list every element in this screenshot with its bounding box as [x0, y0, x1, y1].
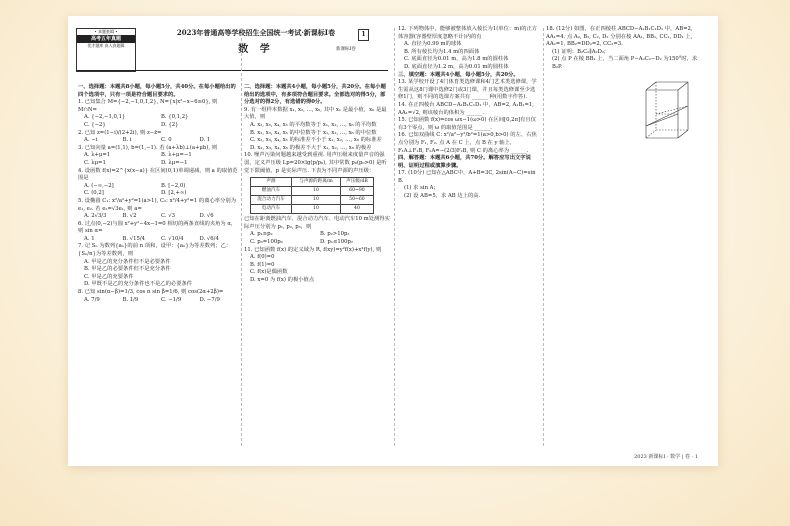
question-10: 10. 噪声污染问题越来越受到重视. 用声压级来度量声音的强弱，定义声压级 Lp=20×lg(p/p₀), 其中常数 p₀(p₀>0) 是听觉下限阈值，p 是实际声压. 下表为不同声源的声压级：	[244, 152, 387, 174]
option: A. −i	[84, 137, 98, 144]
option: D. x₂, x₃, x₄, x₅ 的极差不大于 x₁, x₂, …, x₆ 的极差	[250, 144, 372, 151]
option: B. [−2,0)	[161, 182, 186, 189]
question-14: 14. 在正四棱台 ABCD−A₁B₁C₁D₁ 中，AB=2, A₁B₁=1, AA₁=√2, 则该棱台的体积为 ______.	[398, 101, 534, 116]
table-cell: 燃油汽车	[251, 187, 292, 196]
option: C. 甲是乙的充要条件	[84, 273, 134, 280]
option: C. 0	[161, 137, 172, 144]
option: D. p₁≤100p₂	[320, 238, 354, 245]
sub-question: (2) 点 P 在棱 BB₁ 上，当二面角 P−A₂C₂−D₂ 为150°时，求 B₂P.	[552, 56, 698, 70]
q3-options-2	[78, 160, 238, 168]
question-9: 9. 有一组样本数据 x₁, x₂, …, x₆, 其中 x₁ 是最小值，x₆ 是最大值，则	[244, 106, 387, 121]
option: D. −7/9	[199, 296, 220, 303]
question-8: 8. 已知 sin(α−β)=1/3, cos α sin β=1/6, 则 cos(2α+2β)=	[78, 289, 224, 296]
subject-title: 数 学	[238, 44, 274, 55]
column-3	[398, 26, 540, 201]
option: A. x₂, x₃, x₄, x₅ 的平均数等于 x₁, x₂, …, x₆ 的平均数	[250, 121, 377, 128]
question-7: 7. 记 Sₙ 为数列{aₙ}的前 n 项和，设甲：{aₙ}为等差数列；乙：{Sₙ/n}为等差数列，则	[78, 243, 232, 258]
section-3-heading: 三、填空题：本题共4小题，每小题5分，共20分。	[398, 71, 519, 78]
question-1: 1. 已知集合 M={−2,−1,0,1,2}, N={x|x²−x−6≥0}, 则 M∩N=	[78, 99, 218, 113]
exam-title: 2023年普通高等学校招生全国统一考试·新课标Ⅰ卷	[176, 28, 336, 37]
option: C. √3	[161, 213, 175, 220]
option: D. {2}	[161, 121, 179, 128]
option: C. x₂, x₃, x₄, x₅ 的标准差不小于 x₁, x₂, …, x₆ 的标准差	[250, 137, 382, 144]
option: D. λμ=−1	[161, 159, 188, 166]
option: B. i	[122, 137, 132, 144]
q1-options	[78, 114, 238, 122]
option: B. x₂, x₃, x₄, x₅ 的中位数等于 x₁, x₂, …, x₆ 的中位数	[250, 129, 377, 136]
option: C. −1/9	[161, 296, 182, 303]
column-divider	[543, 28, 544, 446]
option: D. √6	[199, 213, 214, 220]
q10-options	[244, 231, 390, 239]
question-18: 18. (12分) 如图，在正四棱柱 ABCD−A₁B₁C₁D₁ 中，AB=2, AA₁=4. 点 A₂, B₂, C₂, D₂ 分别在棱 AA₁, BB₁, CC₁, DD₁ 上，AA₂=1, BB₂=DD₂=2, CC₂=3.	[546, 26, 697, 48]
option: C. λμ=1	[84, 159, 106, 166]
question-15: 15. 已知函数 f(x)=cos ωx−1(ω>0) 在区间[0,2π]有且仅有3个零点，则 ω 的取值范围是 ______.	[398, 117, 536, 131]
table-cell: 40	[340, 205, 373, 214]
question-16: 16. 已知双曲线 C: x²/a²−y²/b²=1(a>0,b>0) 的左、右焦点分别为 F₁, F₂. 点 A 在 C 上，点 B 在 y 轴上，F₁A⊥F₁B, F₂A=−(2/3)F₂B, 则 C 的离心率为 ______.	[398, 132, 537, 154]
option: B. √2	[122, 213, 137, 220]
option: A. 甲是乙的充分条件但不是必要条件	[84, 258, 171, 265]
table-cell: 混合动力汽车	[251, 196, 292, 205]
option: C. p₃=100p₀	[250, 238, 283, 245]
question-3: 3. 已知向量 a=(1,1), b=(1,−1). 若 (a+λb)⊥(a+μb), 则	[78, 144, 217, 151]
sound-level-table	[250, 177, 374, 214]
paper-tag: 新课标Ⅰ卷	[336, 47, 356, 52]
table-cell: 10	[292, 187, 341, 196]
q4-options-2	[78, 190, 238, 198]
option: D. 底面直径为1.2 m，高为0.01 m的圆柱体	[404, 63, 509, 70]
q5-options	[78, 213, 238, 221]
paper-number: 1	[358, 29, 369, 41]
exam-paper	[68, 16, 718, 466]
table-cell: 电动汽车	[251, 205, 292, 214]
option: A. (−∞,−2]	[84, 182, 114, 189]
option: B. √15/4	[122, 235, 146, 242]
option: D. √6/4	[199, 235, 219, 242]
table-row	[251, 196, 374, 205]
column-1	[78, 84, 238, 304]
table-header: 声压级/dB	[340, 178, 373, 187]
option: B. {0,1,2}	[161, 114, 189, 121]
question-17: 17. (10分) 已知在△ABC中，A+B=3C, 2sin(A−C)=sin B.	[398, 170, 536, 184]
option: D. 1	[199, 137, 211, 144]
sub-question: (1) 证明：B₂C₂∥A₂D₂;	[552, 48, 606, 55]
prism-figure	[638, 78, 698, 148]
q1-options-2	[78, 122, 238, 130]
section-2-heading: 二、选择题：本题共4小题，每小题5分，共20分。在每小题给出的选项中，有多项符合题目要求。全部选对的得5分，部分选对的得2分，有选错的得0分。	[244, 84, 386, 106]
q2-options	[78, 137, 238, 145]
option: A. λ+μ=1	[84, 152, 111, 159]
option: A. 2√3/3	[84, 213, 107, 220]
sub-question: (1) 求 sin A;	[404, 185, 436, 192]
column-divider	[241, 28, 242, 446]
q3-options	[78, 152, 238, 160]
table-cell: 50~60	[340, 196, 373, 205]
option: A. {−2,−1,0,1}	[84, 114, 126, 121]
question-2: 2. 已知 z=(1−i)/(2+2i), 则 z−z̄=	[78, 129, 162, 136]
q10-options-2	[244, 239, 390, 247]
option: C. {−2}	[84, 121, 106, 128]
option: A. 7/9	[84, 296, 100, 303]
option: B. 1/9	[122, 296, 139, 303]
question-12: 12. 下列物体中，能够被整体放入棱长为1(单位：m)的正方体容器(容器壁厚度忽略不计)内的有	[398, 26, 538, 40]
option: B. λ+μ=−1	[161, 152, 192, 159]
option: B. p₂>10p₃	[320, 231, 350, 238]
option: C. √10/4	[161, 235, 184, 242]
question-11: 11. 已知函数 f(x) 的定义域为 R, f(xy)=y²f(x)+x²f(y), 则	[244, 246, 382, 253]
column-4	[546, 26, 708, 151]
option: C. 底面直径为0.01 m，高为1.8 m的圆柱体	[404, 56, 509, 63]
header-divider	[76, 70, 388, 71]
table-cell: 10	[292, 196, 341, 205]
option: A. f(0)=0	[250, 254, 275, 261]
table-header-row	[251, 178, 374, 187]
option: D. [2,+∞)	[161, 190, 187, 197]
option: A. 直径为0.99 m的球体	[404, 41, 462, 48]
brand-badge	[76, 28, 136, 72]
question-4: 4. 设函数 f(x)=2^{x(x−a)} 在区间(0,1)单调递减，则 a 的取值范围是	[78, 167, 238, 182]
question-5: 5. 设椭圆 C₁: x²/a²+y²=1(a>1), C₂: x²/4+y²=1 的离心率分别为 e₁, e₂. 若 e₂=√3e₁, 则 a=	[78, 197, 236, 212]
table-header: 与声源的距离/m	[292, 178, 341, 187]
question-6: 6. 过点(0,−2)与圆 x²+y²−4x−1=0 相切的两条直线的夹角为 α，则 sin α=	[78, 220, 237, 235]
table-cell: 10	[292, 205, 341, 214]
badge-top: • 真题套辑 •	[94, 29, 118, 34]
badge-main: 高考五年真题	[77, 35, 135, 43]
option: D. 甲既不是乙的充分条件也不是乙的必要条件	[84, 281, 193, 288]
option: D. x=0 为 f(x) 的极小值点	[250, 276, 315, 283]
column-2	[244, 84, 390, 284]
table-row	[251, 187, 374, 196]
option: C. (0,2]	[84, 190, 104, 197]
question-10-tail: 已知在距离燃油汽车、混合动力汽车、电动汽车10 m处测得实际声压分别为 p₁, p₂, p₃，则	[244, 216, 390, 230]
badge-bottom: 优才题库 真人真题辑	[87, 43, 125, 48]
table-cell: 60~90	[340, 187, 373, 196]
option: A. p₁≥p₂	[250, 231, 273, 238]
option: B. 所有棱长均为1.4 m的四面体	[404, 48, 480, 55]
option: C. f(x)是偶函数	[250, 269, 288, 276]
page-footer: 2023 新课标Ⅰ · 数学 | 卷 · 1	[634, 454, 698, 460]
section-1-heading: 一、选择题：本题共8小题，每小题5分，共40分。在每小题给出的四个选项中，只有一项是符合题目要求的。	[78, 84, 236, 98]
option: B. f(1)=0	[250, 261, 275, 268]
question-13: 13. 某学校开设了4门体育类选修课和4门艺术类选修课，学生需从这8门课中选修2门或3门课，并且每类选修课至少选修1门，则不同的选课方案共有 ______ 种(用数字作答).	[398, 79, 537, 101]
option: A. 1	[84, 235, 95, 242]
column-divider	[394, 28, 395, 446]
section-4-heading: 四、解答题：本题共6小题，共70分。解答应写出文字说明、证明过程或演算步骤。	[398, 155, 531, 169]
table-header: 声源	[251, 178, 292, 187]
option: B. 甲是乙的必要条件但不是充分条件	[84, 266, 171, 273]
q8-options	[78, 297, 238, 305]
sub-question: (2) 设 AB=5，求 AB 边上的高.	[404, 193, 481, 200]
table-row	[251, 205, 374, 214]
